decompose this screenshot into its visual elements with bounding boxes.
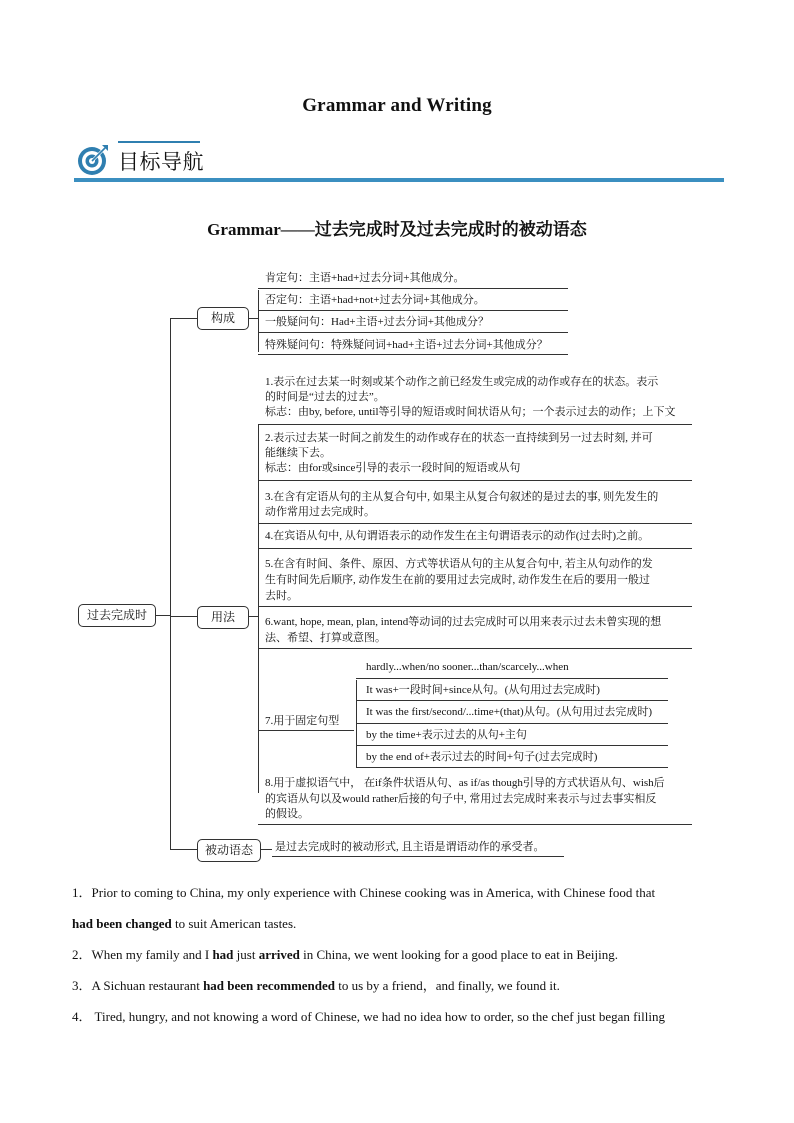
usage-2-line-3: 标志：由for或since引导的表示一段时间的短语或从句 <box>265 462 521 474</box>
form-special-question: 特殊疑问句：特殊疑问词+had+主语+过去分词+其他成分？ <box>265 339 548 351</box>
passive-description: 是过去完成时的被动形式, 且主语是谓语动作的承受者。 <box>275 841 545 853</box>
rule <box>356 678 668 679</box>
example-text: A Sichuan restaurant <box>91 978 204 993</box>
example-text: in China, we went looking for a good place to eat in Beijing. <box>299 947 618 962</box>
rule <box>258 310 568 311</box>
example-number: 3． <box>72 978 92 993</box>
example-text: When my family and I <box>91 947 213 962</box>
rule <box>356 700 668 701</box>
usage-5-line-3: 去时。 <box>265 590 298 602</box>
form-affirmative: 肯定句：主语+had+过去分词+其他成分。 <box>265 272 465 284</box>
connector <box>248 616 258 617</box>
section-heading: 目标导航 <box>118 150 204 174</box>
pattern-by-the-end-of: by the end of+表示过去的时间+句子(过去完成时) <box>366 751 598 763</box>
example-highlight: had <box>212 947 234 962</box>
usage-5-line-2: 生有时间先后顺序, 动作发生在前的要用过去完成时, 动作发生在后的要用一般过 <box>265 574 650 586</box>
connector <box>260 849 272 850</box>
rule <box>258 424 692 425</box>
rule <box>258 730 354 731</box>
example-text: Prior to coming to China, my only experience with Chinese cooking was in America, with Chinese food that <box>91 885 656 900</box>
connector <box>155 615 170 616</box>
rule <box>258 523 692 524</box>
usage-7-label: 7.用于固定句型 <box>265 715 340 727</box>
usage-2-line-2: 能继续下去。 <box>265 447 331 459</box>
rule <box>356 767 668 768</box>
usage-8-line-3: 的假设。 <box>265 808 309 820</box>
pattern-first-time: It was the first/second/...time+(that)从句。(从句用过去完成时) <box>366 706 653 718</box>
rule <box>272 856 564 857</box>
branch-passive: 被动语态 <box>197 839 261 862</box>
rule <box>258 480 692 481</box>
example-2 <box>72 946 732 964</box>
example-number: 2． <box>72 947 92 962</box>
usage-1-line-2: 的时间是“过去的过去”。 <box>265 391 385 403</box>
branch-form: 构成 <box>197 307 249 330</box>
usage-3-line-1: 3.在含有定语从句的主从复合句中, 如果主从复合句叙述的是过去的事, 则先发生的 <box>265 491 659 503</box>
usage-8-line-1: 8.用于虚拟语气中， 在if条件状语从句、as if/as though引导的方式状语从句、wish后 <box>265 777 665 789</box>
usage-2-line-1: 2.表示过去某一时间之前发生的动作或存在的状态一直持续到另一过去时刻, 并可 <box>265 432 653 444</box>
usage-4: 4.在宾语从句中, 从句谓语表示的动作发生在主句谓语表示的动作(过去时)之前。 <box>265 530 650 542</box>
connector <box>248 318 258 319</box>
example-3 <box>72 977 732 995</box>
target-icon <box>76 143 110 177</box>
example-highlight: had been changed <box>72 916 172 931</box>
rule <box>258 288 568 289</box>
rule <box>356 745 668 746</box>
rule <box>258 354 568 355</box>
connector <box>356 680 357 768</box>
rule <box>258 548 692 549</box>
usage-3-line-2: 动作常用过去完成时。 <box>265 506 375 518</box>
heading-accent-line <box>118 141 200 143</box>
mindmap-title: Grammar——过去完成时及过去完成时的被动语态 <box>207 220 587 239</box>
rule <box>258 332 568 333</box>
rule <box>258 824 692 825</box>
usage-1-line-3: 标志：由by, before, until等引导的短语或时间状语从句；一个表示过去的动作；上下文 <box>265 406 676 418</box>
example-highlight: arrived <box>258 947 300 962</box>
pattern-by-the-time: by the time+表示过去的从句+主句 <box>366 729 527 741</box>
connector <box>170 849 197 850</box>
pattern-it-was-since: It was+一段时间+since从句。(从句用过去完成时) <box>366 684 600 696</box>
usage-1-line-1: 1.表示在过去某一时刻或某个动作之前已经发生或完成的动作或存在的状态。表示 <box>265 376 659 388</box>
usage-5-line-1: 5.在含有时间、条件、原因、方式等状语从句的主从复合句中, 若主从句动作的发 <box>265 558 653 570</box>
usage-6-line-1: 6.want, hope, mean, plan, intend等动词的过去完成时可以用来表示过去未曾实现的想 <box>265 616 662 628</box>
usage-8-line-2: 的宾语从句以及would rather后接的句子中, 常用过去完成时来表示与过去事实相反 <box>265 793 657 805</box>
example-text: to us by a friend，and finally, we found it. <box>335 978 560 993</box>
rule <box>258 606 692 607</box>
section-divider <box>74 178 724 182</box>
connector <box>170 616 197 617</box>
example-1 <box>72 884 732 902</box>
pattern-hardly-when: hardly...when/no sooner...than/scarcely...when <box>366 661 569 673</box>
connector <box>170 318 197 319</box>
example-number: 1． <box>72 885 92 900</box>
example-highlight: had been recommended <box>203 978 336 993</box>
connector <box>258 290 259 352</box>
example-number: 4． <box>72 1009 92 1024</box>
example-text: just <box>233 947 259 962</box>
form-general-question: 一般疑问句：Had+主语+过去分词+其他成分？ <box>265 316 489 328</box>
example-text: Tired, hungry, and not knowing a word of Chinese, we had no idea how to order, so the chef just began filling <box>91 1009 665 1024</box>
connector <box>170 318 171 850</box>
example-1-continued <box>72 915 732 933</box>
example-4 <box>72 1008 732 1026</box>
document-title: Grammar and Writing <box>302 95 492 116</box>
example-text: to suit American tastes. <box>171 916 297 931</box>
rule <box>258 648 692 649</box>
usage-6-line-2: 法、希望、打算或意图。 <box>265 632 386 644</box>
branch-usage: 用法 <box>197 606 249 629</box>
mindmap-root: 过去完成时 <box>78 604 156 627</box>
rule <box>356 723 668 724</box>
form-negative: 否定句：主语+had+not+过去分词+其他成分。 <box>265 294 485 306</box>
